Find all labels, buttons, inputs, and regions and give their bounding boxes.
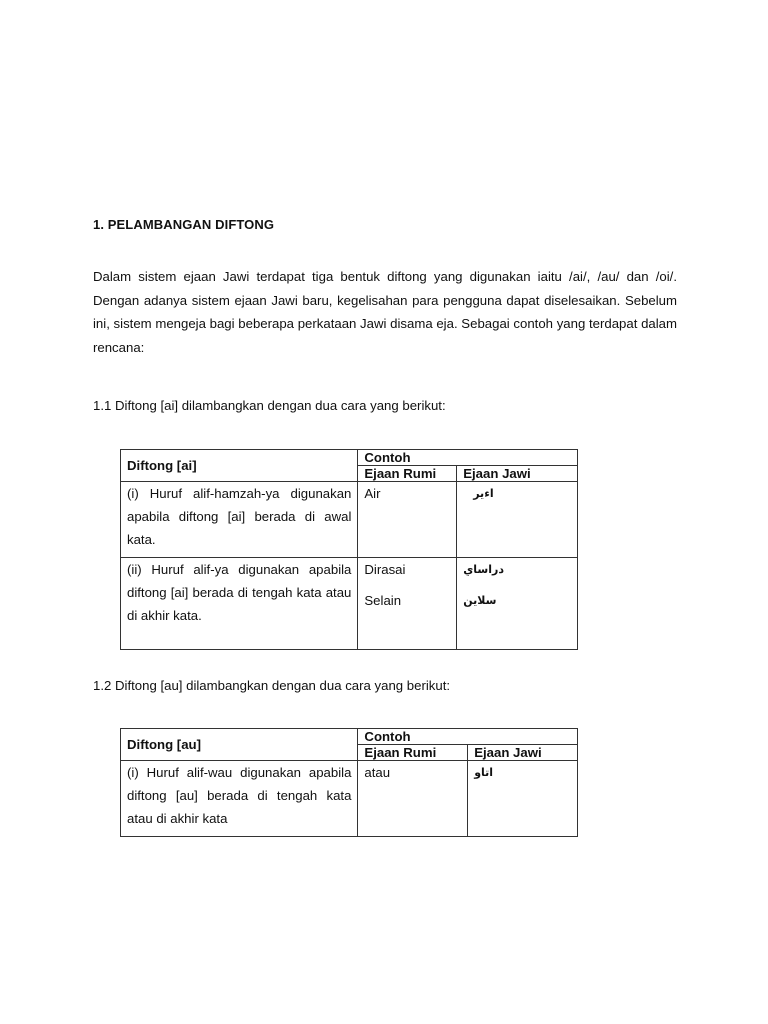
table-row	[121, 761, 578, 837]
row-jawi	[457, 558, 578, 650]
table-row	[121, 558, 578, 650]
table-header-jawi: Ejaan Jawi	[457, 466, 578, 482]
jawi-word: اتاو	[474, 766, 494, 779]
jawi-word: سلاين	[463, 594, 497, 607]
jawi-word: دراساي	[463, 563, 504, 576]
table-header-rumi: Ejaan Rumi	[358, 466, 457, 482]
row-description: (ii) Huruf alif-ya digunakan apabila diftong [ai] berada di tengah kata atau di akhir kata.	[121, 558, 358, 650]
row-description: (i) Huruf alif-hamzah-ya digunakan apabila diftong [ai] berada di awal kata.	[121, 482, 358, 558]
rumi-word: Dirasai	[364, 562, 406, 577]
table-header-jawi: Ejaan Jawi	[468, 745, 578, 761]
jawi-word: اءير	[473, 487, 494, 500]
table-header-rumi: Ejaan Rumi	[358, 745, 468, 761]
row-rumi	[358, 761, 468, 837]
row-description: (i) Huruf alif-wau digunakan apabila diftong [au] berada di tengah kata atau di akhir kata	[121, 761, 358, 837]
subheading-au: 1.2 Diftong [au] dilambangkan dengan dua cara yang berikut:	[93, 678, 451, 693]
table-row	[121, 482, 578, 558]
row-rumi	[358, 558, 457, 650]
table-header-contoh: Contoh	[358, 450, 578, 466]
subheading-ai: 1.1 Diftong [ai] dilambangkan dengan dua cara yang berikut:	[93, 398, 446, 413]
row-jawi	[468, 761, 578, 837]
table-header-contoh: Contoh	[358, 729, 578, 745]
table-header-diftong: Diftong [au]	[121, 729, 358, 761]
intro-paragraph: Dalam sistem ejaan Jawi terdapat tiga bentuk diftong yang digunakan iaitu /ai/, /au/ dan /oi/. Dengan adanya sistem ejaan Jawi baru, kegelisahan para pengguna dapat diselesaikan. Sebelum ini, sistem mengeja bagi beberapa perkataan Jawi disama eja. Sebagai contoh yang terdapat dalam rencana:	[93, 269, 677, 355]
rumi-word: Selain	[364, 593, 402, 608]
diftong-ai-table	[120, 449, 578, 650]
rumi-word: atau	[364, 765, 391, 780]
row-rumi	[358, 482, 457, 558]
rumi-word: Air	[364, 486, 381, 501]
table-header-diftong: Diftong [ai]	[121, 450, 358, 482]
section-heading: 1. PELAMBANGAN DIFTONG	[93, 217, 275, 232]
row-jawi	[457, 482, 578, 558]
diftong-au-table	[120, 728, 578, 837]
